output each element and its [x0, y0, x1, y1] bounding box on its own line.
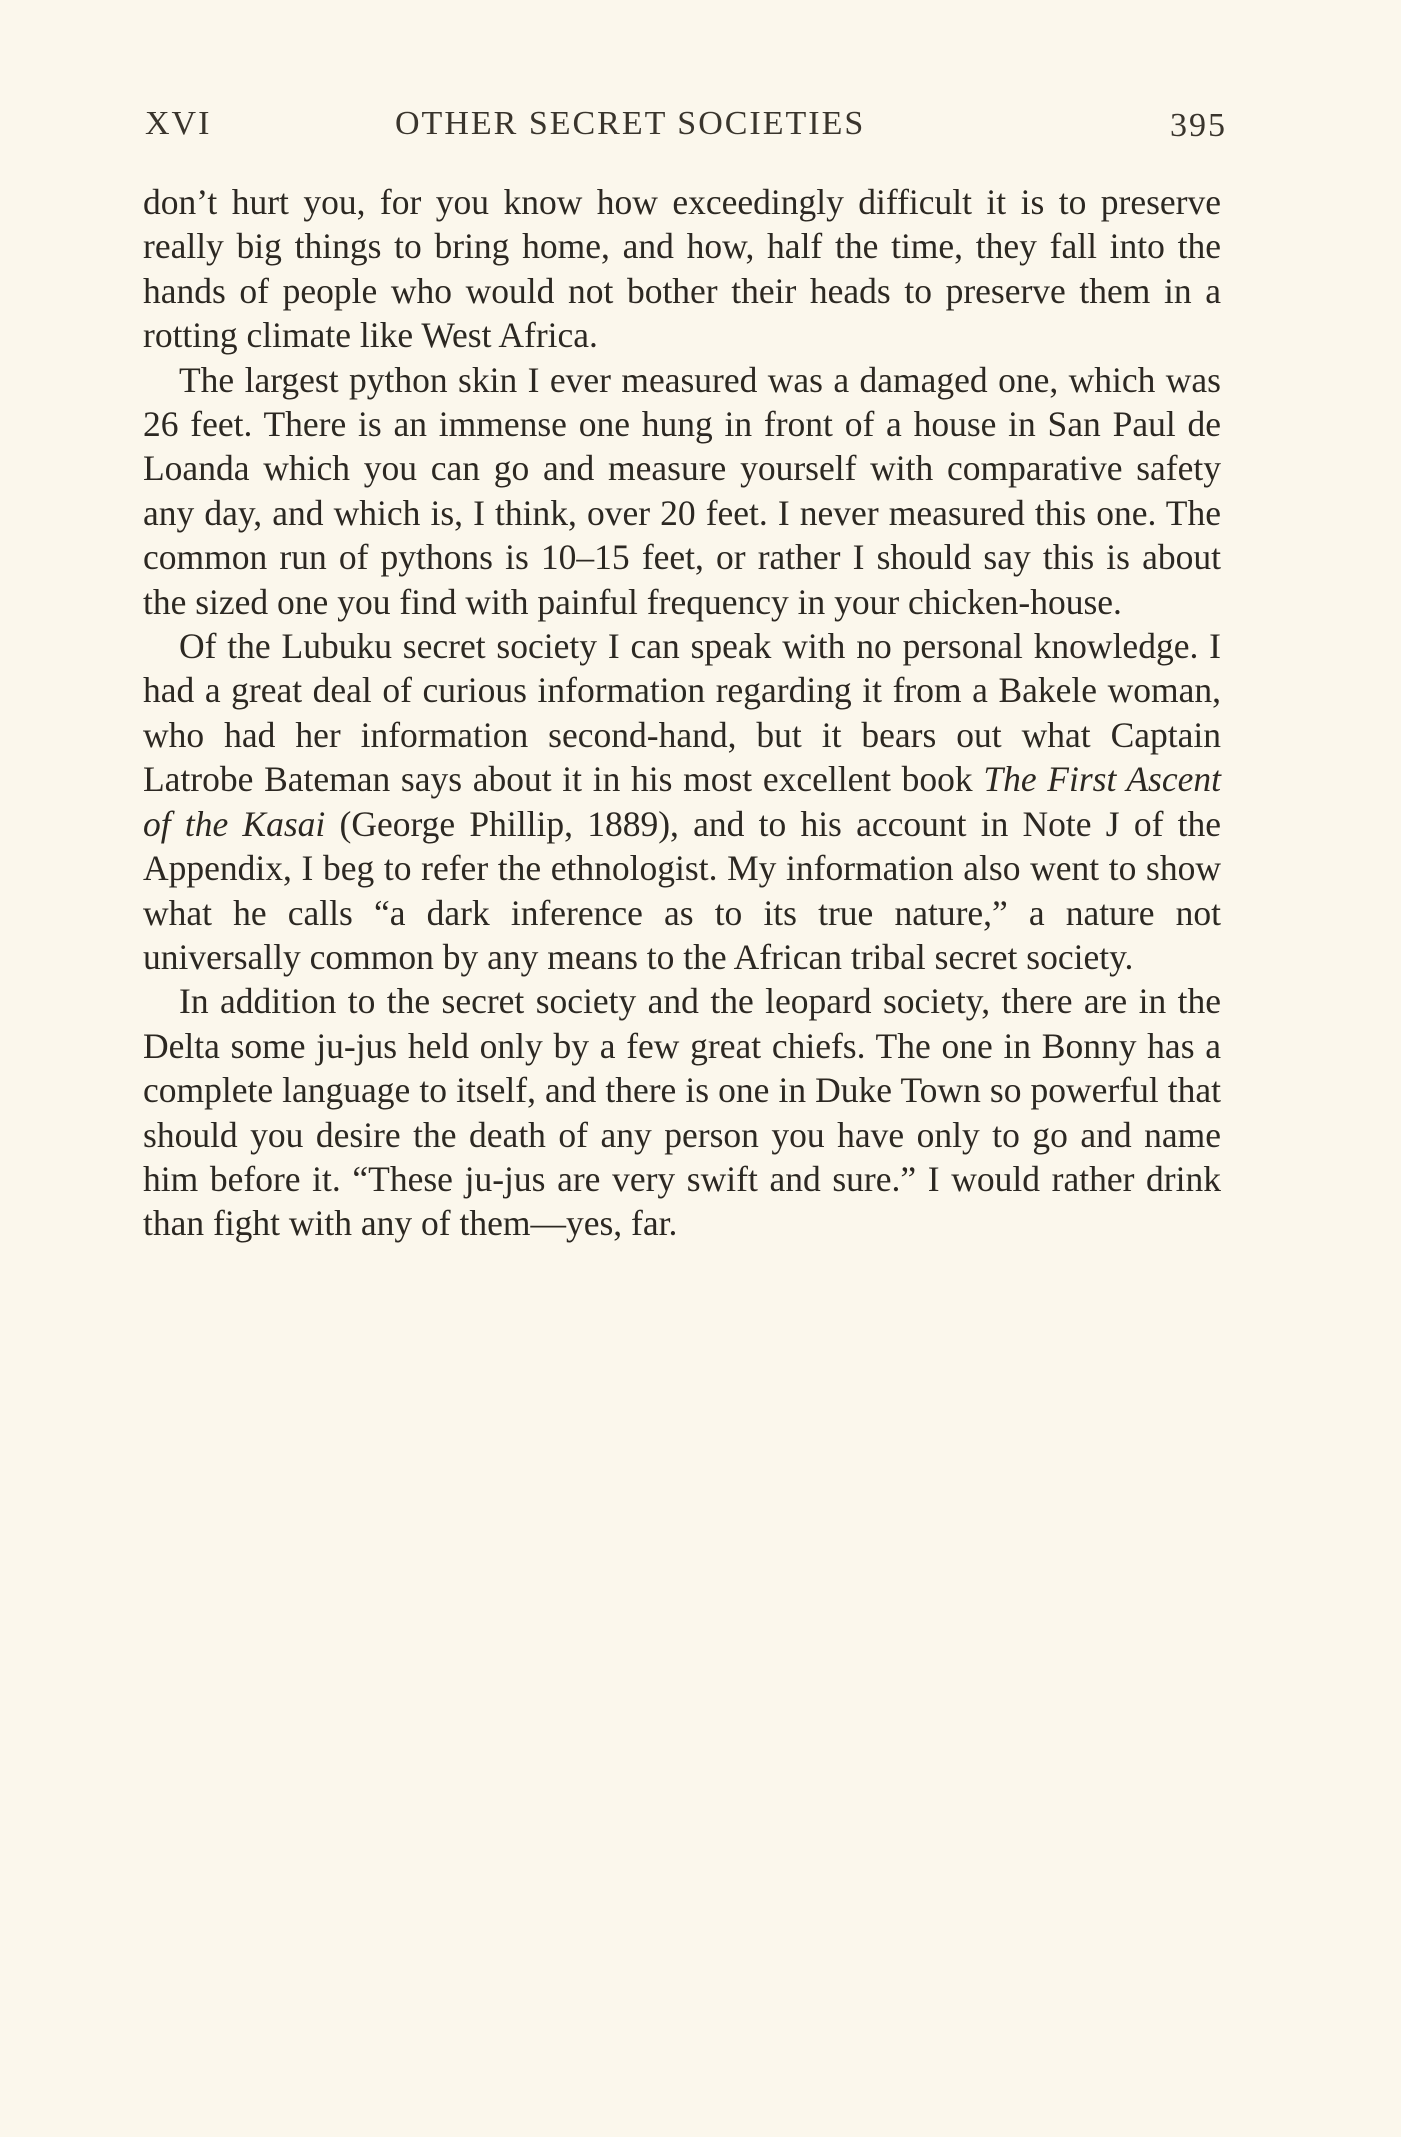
page-number: 395 [1170, 107, 1227, 144]
paragraph-delta-jujus: In addition to the secret society and the leopard society, there are in the Delta some ju-jus held only by a few great chiefs. The one in Bonny has a complete language to itself, and there is one in Duke Town so powerful that should you desire the death of any person you have only to go and name him before it. “These ju-jus are very swift and sure.” I would rather drink than fight with any of them—yes, far. [143, 981, 1221, 1244]
paragraph-lubuku-society [143, 624, 1221, 979]
book-title: The First Ascent of the Kasai [143, 759, 1221, 844]
paragraph-python-skins: The largest python skin I ever measured was a damaged one, which was 26 feet. There is an immense one hung in front of a house in San Paul de Loanda which you can go and measure yourself with comparative safety any day, and which is, I think, over 20 feet. I never measured this one. The common run of pythons is 10–15 feet, or rather I should say this is about the sized one you find with painful frequency in your chicken-house. [143, 359, 1221, 622]
body-text [143, 180, 1221, 1246]
paragraph-continued: don’t hurt you, for you know how exceedingly difficult it is to preserve really big things to bring home, and how, half the time, they fall into the hands of people who would not bother their heads to preserve them in a rotting climate like West Africa. [143, 182, 1221, 356]
lubuku-text-end: (George Phillip, 1889), and to his account in Note J of the Appendix, I beg to refer the ethnologist. My information also went to show what he calls “a dark inference as to its true nature,” a nature not universally common by any means to the African tribal secret society. [143, 803, 1221, 977]
chapter-number: XVI [145, 105, 212, 142]
lubuku-text-start: Of the Lubuku secret society I can speak with no personal knowledge. I had a great deal of curious information regarding it from a Bakele woman, who had her information second-hand, but it bears out what Captain Latrobe Bateman says about it in his most excellent book [143, 626, 1221, 800]
running-head [145, 105, 1227, 151]
chapter-title: OTHER SECRET SOCIETIES [395, 105, 866, 142]
